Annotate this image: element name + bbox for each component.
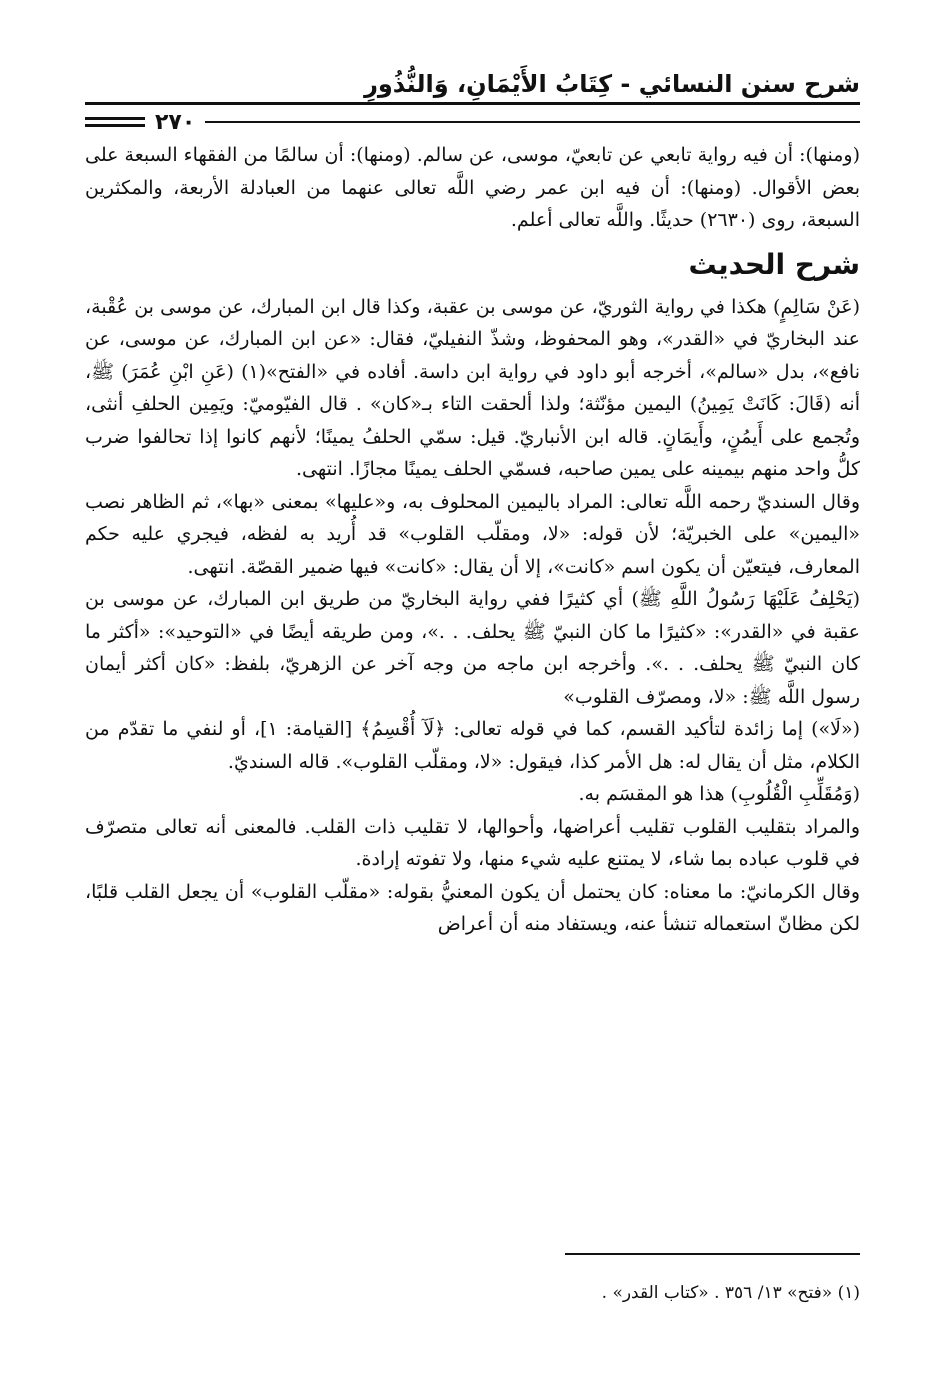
page-number-rule [205,121,860,123]
header-title: شرح سنن النسائي - كِتَابُ الأَيْمَانِ، وَالنُّذُورِ [364,70,860,98]
page-number: ٢٧٠ [155,109,196,135]
running-header [85,60,860,100]
book-page [85,60,860,1333]
footnote: (١) «فتح» ١٣/ ٣٥٦ . «كتاب القدر» . [601,1283,860,1303]
paragraph-4: («لَا») إما زائدة لتأكيد القسم، كما في قوله تعالى: ﴿لَآ أُقْسِمُ﴾ [القيامة: ١]، أو لنفي ما تقدّم من الكلام، مثل أن يقال له: هل الأمر كذا، فيقول: «لا، ومقلّب القلوب». قاله السنديّ. [85,718,860,773]
intro-paragraph: (ومنها): أن فيه رواية تابعي عن تابعيّ، موسى، عن سالم. (ومنها): أن سالمًا من الفقهاء السبعة على بعض الأقوال. (ومنها): أن فيه ابن عمر رضي اللَّه تعالى عنهما من العبادلة الأربعة، والمكثرين السبعة، روى (٢٦٣٠) حديثًا. واللَّه تعالى أعلم. [85,144,860,231]
paragraph-3: (يَحْلِفُ عَلَيْهَا رَسُولُ اللَّهِ ﷺ) أي كثيرًا ففي رواية البخاريّ من طريق ابن المبارك، عن موسى بن عقبة في «القدر»: «كثيرًا ما كان النبيّ ﷺ يحلف. . .»، ومن طريقه أيضًا في «التوحيد»: «أكثر ما كان النبيّ ﷺ يحلف. . .». وأخرجه ابن ماجه من وجه آخر عن الزهريّ، بلفظ: «كان أكثر أيمان رسول اللَّه ﷺ: «لا، ومصرّف القلوب» [85,588,860,708]
paragraph-7: وقال الكرمانيّ: ما معناه: كان يحتمل أن يكون المعنيُّ بقوله: «مقلّب القلوب» أن يجعل القلب قلبًا، لكن مظانّ استعماله تنشأ عنه، ويستفاد منه أن أعراض [85,880,860,935]
section-title: شرح الحديث [688,247,860,281]
paragraph-2: وقال السنديّ رحمه اللَّه تعالى: المراد باليمين المحلوف به، و«عليها» بمعنى «بها»، ثم الظاهر نصب «اليمين» على الخبريّة؛ لأن قوله: «لا، ومقلّب القلوب» قد أُريد به لفظه، فيجري عليه حكم المعارف، فيتعيّن أن يكون اسم «كانت»، إلا أن يقال: «كانت» فيها ضمير القصّة. انتهى. [85,490,860,578]
paragraph-1: (عَنْ سَالِمٍ) هكذا في رواية الثوريّ، عن موسى بن عقبة، وكذا قال ابن المبارك، عن موسى بن عُقْبة، عند البخاريّ في «القدر»، وهو المحفوظ، وشذّ النفيليّ، فقال: «عن ابن المبارك، عن موسى، عن نافع»، بدل «سالم»، أخرجه أبو داود في رواية ابن داسة. أفاده في «الفتح»(١) (عَنِ ابْنِ عُمَرَ) ﷺ، أنه (قَالَ: كَانَتْ يَمِينُ) اليمين مؤنّثة؛ ولذا ألحقت التاء بـ«كان» . قال الفيّوميّ: ويَمِين الحلفِ أنثى، وتُجمع على أَيمُنٍ، وأَيمَانٍ. قاله ابن الأنباريّ. قيل: سمّي الحلفُ يمينًا؛ لأنهم كانوا إذا تحالفوا ضرب كلُّ واحد منهم بيمينه على يمين صاحبه، فسمّي الحلف يمينًا مجازًا. انتهى. [85,295,860,480]
footnote-rule [565,1253,860,1255]
double-rule-decoration [85,117,145,127]
main-text [85,139,860,941]
paragraph-6: والمراد بتقليب القلوب تقليب أعراضها، وأحوالها، لا تقليب ذات القلب. فالمعنى أنه تعالى متصرّف في قلوب عباده بما شاء، لا يمتنع عليه شيء منها، ولا تفوته إرادة. [85,815,860,870]
paragraph-5: (وَمُقَلِّبِ الْقُلُوبِ) هذا هو المقسَم به. [578,783,860,805]
page-number-bar [85,105,860,139]
